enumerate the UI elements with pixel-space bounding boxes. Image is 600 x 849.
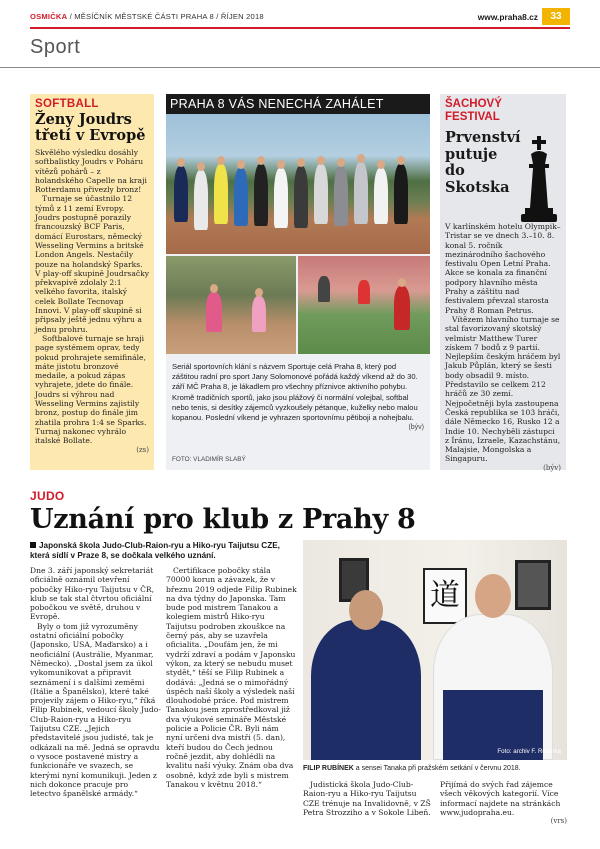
softball-article	[30, 94, 154, 470]
judo-lead-text: Japonská škola Judo-Club-Raion-ryu a Hiko-ryu Taijutsu CZE, která sídlí v Praze 8, se dočkala velkého uznání.	[30, 541, 280, 561]
softball-headline: Ženy Joudrs třetí v Evropě	[35, 111, 146, 144]
judo-photo	[303, 540, 567, 760]
chess-kicker-line1: ŠACHOVÝ	[445, 98, 502, 110]
judo-column-3	[303, 780, 431, 817]
judo-paragraph: Judistická škola Judo-Club-Raion-ryu a Hiko-ryu Taijutsu CZE trénuje na Invalidovně, v ZŠ Petra Strozziho a v Sokole Libeň.	[303, 780, 431, 817]
praha-header: PRAHA 8 VÁS NENECHÁ ZAHÁLET	[166, 94, 430, 114]
kanji-scroll: 道	[423, 568, 467, 624]
softball-paragraph: Turnaje se účastnilo 12 týmů z 11 zemí Evropy. Joudrs postupně porazily francouzský BCF Paris, domácí Eurostars, německý Wesseling Vermins a britské London Angels. Nestačily pouze na holandský Sparks. V play-off skupině Joudrsačky překvapivě zdolaly 2:1 velkého favorita, italský celek Bollate Tecnovap Innovi. V play-off skupině si připsaly ještě jednu výhru a jednu prohru.	[35, 194, 149, 334]
softball-game-photo	[298, 256, 430, 354]
chess-signature: (býv)	[543, 463, 561, 472]
softball-paragraph: Skvělého výsledku dosáhly softbalistky Joudrs v Poháru vítězů pohárů – z holandského Capelle na kraji Rotterdamu přivezly bronz!	[35, 148, 147, 195]
judo-column-4	[440, 780, 567, 826]
section-title: Sport	[30, 36, 81, 58]
header-rule	[30, 27, 570, 29]
judo-photo-credit: Foto: archiv F. Rubínka	[497, 748, 561, 755]
section-rule	[0, 67, 600, 68]
judo-lead	[30, 541, 300, 562]
softball-kicker: SOFTBALL	[35, 98, 99, 110]
beach-volleyball-photo	[166, 256, 296, 354]
judo-paragraph: Dne 3. září japonský sekretariát oficiálně oznámil otevření pobočky Hiko-ryu Taijutsu v ČR, klub se tak stal čtvrtou oficiální pobočkou ve světě, druhou v Evropě.	[30, 566, 155, 622]
judo-caption-name: FILIP RUBÍNEK	[303, 765, 354, 772]
bullet-square-icon	[30, 542, 36, 548]
chess-paragraph: V karlínském hotelu Olympik–Tristar se ve dnech 3.–10. 8. konal 5. ročník mezinárodního šachového festivalu Open Letní Praha. Akce se konala za finanční podpory hlavního města Prahy a záštitu nad festivalem převzal starosta Prahy 8 Roman Petrus.	[445, 222, 561, 315]
judo-paragraph: Přijímá do svých řad zájemce všech věkových kategorií. Více informací najdete na stránkách www.judopraha.eu.	[440, 780, 561, 817]
chess-headline: Prvenství putuje do Skotska	[445, 129, 521, 196]
chess-kicker	[445, 98, 561, 124]
chess-kicker-line2: FESTIVAL	[445, 111, 500, 123]
judo-paragraph: Byly o tom již vyrozuměny ostatní oficiální pobočky (Japonsko, USA, Maďarsko) a i neoficiální (Austrálie, Myanmar, Německo). „Dostal jsem za úkol vykomunikovat a připravit seznámení i s dalšími zeměmi (Itálie a Španělsko), které také projevily zájem o Hiko-ryu,“ říká Filip Rubinek, vedoucí školy Judo-Club-Raion-ryu a Hiko-ryu Taijutsu CZE. „Jejich představitelé jsou judisté, tak je odkázali na mě. Jedná se opravdu o vysoce postavené mistry a funkcionáře ve svazech, se kterými nyní komunikuji. Jeden z nich dokonce pracuje pro letectvo španělské armády.“	[30, 621, 161, 799]
judo-signature: (vrs)	[550, 817, 567, 826]
judo-caption-rest: a sensei Tanaka při pražském setkání v červnu 2018.	[353, 765, 521, 772]
chess-article	[440, 94, 566, 470]
chess-king-icon	[518, 134, 560, 228]
softball-signature: (zs)	[136, 445, 149, 454]
softball-body	[35, 148, 149, 454]
chess-paragraph: Vítězem hlavního turnaje se stal favorizovaný skotský velmistr Matthew Turer získem 7 bodů z 9 partií. Nejlepším českým hráčem byl Jakub Půplán, který se šesti body obsadil 9. místo. Představilo se celkem 212 hráčů ze 30 zemí. Nejpočetněji byla zastoupena Česká republika se 103 hráči, dále Německo 16, Rusko 12 a Indie 10. Nechyběli zástupci z Íránu, Izraele, Kazachstánu, Malajsie, Mongolska a Singapuru.	[445, 314, 561, 464]
group-photo	[166, 114, 430, 254]
website-link[interactable]: www.praha8.cz	[477, 12, 538, 22]
praha-photo-credit: FOTO: VLADIMÍR SLABÝ	[172, 456, 246, 463]
softball-paragraph: Softbalové turnaje se hraji page systémem oprav, tedy pokud prohrajete semifinále, máte jistotu bronzové medaile, a pokud zápas vyhrajete, jdete do finále. Joudrs si výhrou nad Wesseling Vermins zajistily bronz, postup do finále jim zhatila prohra 1:4 se Sparks. Turnaj nakonec vyhrálo italské Bollate.	[35, 333, 147, 446]
publication-line	[30, 12, 264, 21]
praha-photo-box	[166, 94, 430, 470]
praha-signature: (býv)	[408, 424, 424, 432]
praha-caption	[172, 362, 424, 433]
praha-caption-text: Seriál sportovních klání s názvem Sportuje celá Praha 8, který pod záštitou radní pro sport Jany Solomonové pořádá každý víkend až do 30. září MČ Praha 8, je lákadlem pro všechny příznivce aktivního pohybu. Kromě tradičních sportů, jako jsou plážový či normální volejbal, softbal nebo tenis, si desítky zájemců vyzkoušely pétanque, kuželky nebo malou kopanou. Poslední víkend je vyhrazen sportovnímu pětiboji a nohejbalu.	[172, 362, 418, 423]
judo-headline: Uznání pro klub z Prahy 8	[30, 504, 416, 535]
page-number: 33	[542, 8, 570, 25]
judo-column-1	[30, 566, 161, 798]
sensei-figure	[311, 620, 421, 760]
judo-photo-caption	[303, 764, 567, 773]
judo-column-2	[166, 566, 297, 789]
chess-body	[445, 222, 561, 472]
publication-rest: / MĚSÍČNÍK MĚSTSKÉ ČÁSTI PRAHA 8 / ŘÍJEN 2018	[67, 12, 264, 21]
publication-brand: OSMIČKA	[30, 12, 68, 21]
judo-paragraph: Certifikace pobočky stála 70000 korun a závazek, že v březnu 2019 odjede Filip Rubinek na dva týdny do Japonska. Tam bude pod mistrem Tanakou a kolegiem mistrů Hiko-ryu Taijutsu podroben zkouškce na černý pás, aby se uzavřela oficialita. „Doufám jen, že mi vydrží zdraví a podám v Japonsku výkon, za který se nebudu muset stydět,“ těší se Filip Rubinek a dodává: „Jedná se o mimořádný úspěch naší školy a výsledek naší dlouhodobé práce. Pod mistrem Tanakou jsem zprostředkoval již dva výukové semináře Městské policie a Policie ČR. Byli nám nyní určeni dva mistři (5. dan), kteří budou do Čech jednou ročně jezdit, aby dohlédli na kvalitu naší výuky. Znám oba dva osobně, když zde byli s mistrem Tanakou v květnu 2018.“	[166, 566, 297, 789]
judo-kicker: JUDO	[30, 489, 65, 503]
